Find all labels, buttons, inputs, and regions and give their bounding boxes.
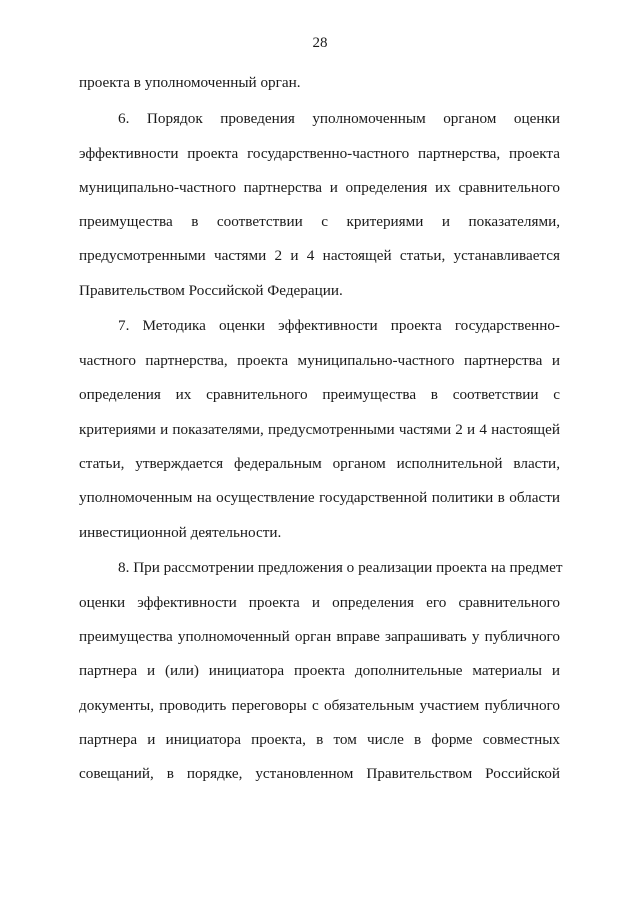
text-line: 7. Методика оценки эффективности проекта государственно- xyxy=(118,317,560,334)
text-line: проекта в уполномоченный орган. xyxy=(79,74,301,91)
text-line: определения их сравнительного преимущества в соответствии с xyxy=(79,386,560,403)
text-line: предусмотренными частями 2 и 4 настоящей статьи, устанавливается xyxy=(79,247,560,264)
text-line: оценки эффективности проекта и определения его сравнительного xyxy=(79,594,560,611)
text-line: муниципально-частного партнерства и определения их сравнительного xyxy=(79,179,560,196)
page-number: 28 xyxy=(312,35,328,51)
text-line: критериями и показателями, предусмотренными частями 2 и 4 настоящей xyxy=(79,421,560,438)
text-line: Правительством Российской Федерации. xyxy=(79,282,343,299)
text-line: партнера и инициатора проекта, в том числе в форме совместных xyxy=(79,731,560,748)
text-line: совещаний, в порядке, установленном Правительством Российской xyxy=(79,765,560,782)
text-line: 8. При рассмотрении предложения о реализации проекта на предмет xyxy=(118,559,563,576)
text-line: документы, проводить переговоры с обязательным участием публичного xyxy=(79,697,560,714)
text-line: инвестиционной деятельности. xyxy=(79,524,282,541)
text-line: статьи, утверждается федеральным органом исполнительной власти, xyxy=(79,455,560,472)
text-line: эффективности проекта государственно-частного партнерства, проекта xyxy=(79,145,560,162)
text-line: партнера и (или) инициатора проекта дополнительные материалы и xyxy=(79,662,560,679)
text-line: преимущества уполномоченный орган вправе запрашивать у публичного xyxy=(79,628,560,645)
text-line: преимущества в соответствии с критериями и показателями, xyxy=(79,213,560,230)
text-line: уполномоченным на осуществление государственной политики в области xyxy=(79,489,560,506)
text-line: частного партнерства, проекта муниципально-частного партнерства и xyxy=(79,352,560,369)
text-line: 6. Порядок проведения уполномоченным органом оценки xyxy=(118,110,560,127)
